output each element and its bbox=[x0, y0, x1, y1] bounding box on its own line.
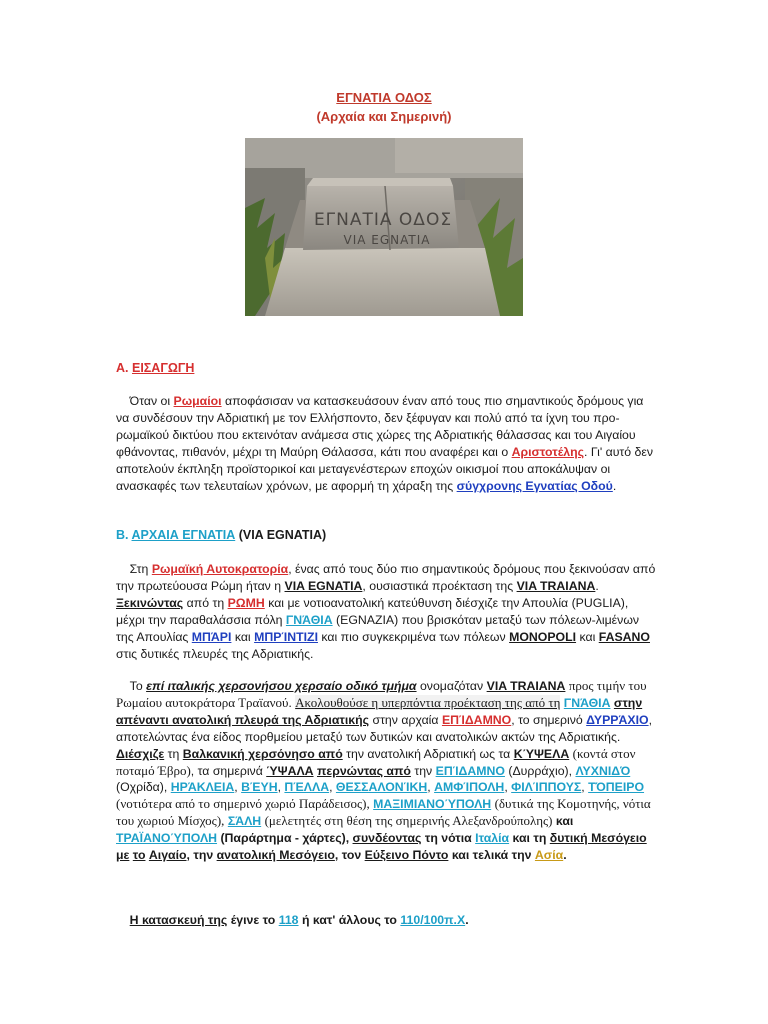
text: και bbox=[555, 814, 574, 829]
text: και με νοτιοανατολική κατεύθυνση διέσχιζε την Απουλία (PUGLIA), μέχρι την παραθαλάσσια πόλη bbox=[116, 595, 629, 627]
text: , τον bbox=[334, 848, 362, 863]
section-a-prefix: Α. bbox=[116, 361, 132, 375]
text: και bbox=[579, 629, 596, 644]
text: Όταν οι bbox=[129, 394, 171, 408]
document-title: ΕΓΝΑΤΙΑ ΟΔΟΣ bbox=[336, 90, 432, 105]
link-brindisi[interactable]: ΜΠΡΊΝΤΙΖΙ bbox=[254, 629, 318, 644]
section-b-suffix: (VIA EGNATIA) bbox=[235, 528, 327, 542]
document-subtitle: (Αρχαία και Σημερινή) bbox=[316, 109, 452, 124]
balkan-term: Βαλκανική χερσόνησο από bbox=[182, 746, 343, 761]
text: στην αρχαία bbox=[372, 712, 439, 727]
link-filippoi[interactable]: ΦΙΛΊΠΠΟΥΣ bbox=[511, 780, 582, 795]
text: (Παράρτημα - χάρτες), bbox=[220, 831, 350, 846]
section-b-paragraph-3 bbox=[116, 912, 656, 929]
text: Το bbox=[129, 679, 143, 693]
text: (νοτιότερα από το σημερινό χωριό Παράδεισος), bbox=[116, 796, 370, 812]
link-roma[interactable]: ΡΩΜΗ bbox=[227, 595, 265, 610]
text: αποφάσισαν να κατασκευάσουν έναν από τους πιο σημαντικούς δρόμους για να συνδέσουν την Αδριατική με τον Ελλήσποντο, δεν ξέφυγαν και πολύ από τα ίχνη του προ-ρωμαϊκού δικτύου που εκτεινόταν ανάμεσα στις χώρες της Αδριατικής θάλασσας και του Αιγαίου φθάνοντας, πιθανόν, μέχρι τη Μαύρη Θάλασσα, κάτι που αναφέρει και ο bbox=[116, 394, 644, 459]
stone-marker-photo bbox=[245, 138, 523, 316]
text: , το σημερινό bbox=[511, 712, 583, 727]
section-a-heading bbox=[116, 360, 656, 377]
black-sea-term: Εύξεινο Πόντο bbox=[364, 848, 449, 863]
link-amfipoli[interactable]: ΑΜΦΊΠΟΛΗ bbox=[434, 780, 505, 795]
text: (EGNAZIA) που βρισκόταν μεταξύ των πόλεων-λιμένων της Απουλίας bbox=[116, 612, 640, 644]
link-italia[interactable]: Ιταλία bbox=[475, 831, 510, 846]
text: τη bbox=[167, 746, 180, 761]
link-gnathia-2[interactable]: ΓΝΆΘΙΑ bbox=[563, 695, 611, 710]
text: και τη bbox=[512, 831, 547, 846]
link-thessaloniki[interactable]: ΘΕΣΣΑΛΟΝΊΚΗ bbox=[335, 780, 428, 795]
text: . bbox=[612, 478, 617, 493]
text: . Γι' αυτό δεν αποτελούν έκπληξη προϊστορικοί και μεταγενέστερων εποχών οικισμοί που αποκάλυψαν οι ανασκαφές των τελευταίων χρόνων, με αφορμή τη χάραξη της bbox=[116, 444, 654, 493]
text: και τελικά την bbox=[451, 848, 532, 863]
text: . bbox=[563, 848, 567, 863]
section-b-heading bbox=[116, 527, 656, 544]
via-traiana-term-2: VIA TRAIANA bbox=[486, 679, 566, 693]
construction-term: Η κατασκευή της bbox=[129, 913, 228, 927]
passing-term: περνώντας από bbox=[316, 763, 411, 778]
link-maximianoupoli[interactable]: ΜΑΞΙΜΙΑΝΟΎΠΟΛΗ bbox=[373, 797, 492, 812]
section-b-paragraph-1 bbox=[116, 561, 656, 662]
text: . bbox=[595, 578, 599, 593]
text: την bbox=[414, 763, 433, 778]
text: και bbox=[234, 629, 251, 644]
link-sali[interactable]: ΣΆΛΗ bbox=[227, 814, 262, 829]
link-romaioi[interactable]: Ρωμαίοι bbox=[173, 394, 222, 408]
text: , τα σημερινά bbox=[190, 763, 263, 778]
link-lychnido[interactable]: ΛΥΧΝΙΔΌ bbox=[575, 763, 631, 778]
link-irakleia[interactable]: ΗΡΆΚΛΕΙΑ bbox=[170, 780, 235, 795]
link-topeiro[interactable]: ΤΌΠΕΙΡΟ bbox=[588, 780, 645, 795]
text: με bbox=[116, 848, 130, 863]
text: την ανατολική Αδριατική ως τα bbox=[346, 746, 511, 761]
link-roman-empire[interactable]: Ρωμαϊκή Αυτοκρατορία bbox=[151, 562, 289, 576]
via-traiana-term: VIA TRAIANA bbox=[516, 578, 596, 593]
section-a-paragraph bbox=[116, 393, 656, 494]
text: Ακολουθούσε η υπερπόντια προέκταση της από τη bbox=[295, 694, 561, 710]
link-pella[interactable]: ΠΈΛΛΑ bbox=[284, 780, 330, 795]
text: (δυτικά της Κομοτηνής, νότια του χωριού Μίσχος), bbox=[116, 796, 651, 829]
link-epidamno-2[interactable]: ΕΠΊΔΑΜΝΟ bbox=[435, 763, 505, 778]
aegean-term: Αιγαίο bbox=[148, 848, 187, 863]
text: (Δυρράχιο), bbox=[508, 763, 573, 778]
link-aristotelis[interactable]: Αριστοτέλης bbox=[511, 444, 585, 459]
section-b-prefix: Β. bbox=[116, 528, 132, 542]
connecting-term: συνδέοντας bbox=[352, 831, 422, 846]
text: ή κατ' άλλους το bbox=[301, 913, 397, 927]
text: έγινε το bbox=[230, 913, 276, 927]
text: (μελετητές στη θέση της σημερινής Αλεξανδρούπολης) bbox=[264, 813, 553, 829]
link-modern-egnatia[interactable]: σύγχρονης Εγνατίας Οδού bbox=[456, 478, 613, 493]
link-gnathia[interactable]: ΓΝΆΘΙΑ bbox=[285, 612, 333, 627]
fasano-term: FASANO bbox=[598, 629, 650, 644]
text: (κοντά στον ποταμό Έβρο) bbox=[116, 745, 636, 778]
text: Στη bbox=[129, 562, 149, 576]
stone-inscription-line2: VIA EGNATIA bbox=[343, 233, 431, 247]
text: προς τιμήν του Ρωμαίου αυτοκράτορα Τραϊανού. bbox=[116, 678, 647, 710]
italian-land-section: επί ιταλικής χερσονήσου χερσαίο οδικό τμήμα bbox=[146, 679, 417, 693]
east-med-term: ανατολική Μεσόγειο bbox=[216, 848, 335, 863]
link-traianoupoli[interactable]: ΤΡΑΪΑΝΟΎΠΟΛΗ bbox=[116, 831, 218, 846]
text: και πιο συγκεκριμένα των πόλεων bbox=[321, 629, 506, 644]
crossed-term: Διέσχιζε bbox=[116, 746, 165, 761]
west-med-term: δυτική Μεσόγειο bbox=[549, 831, 647, 846]
text: . bbox=[465, 913, 469, 927]
text: , ένας από τους δύο πιο σημαντικούς δρόμους που ξεκινούσαν από την πρωτεύουσα Ρώμη ήταν η bbox=[116, 562, 656, 593]
kypsela-term: ΚΎΨΕΛΑ bbox=[513, 746, 570, 761]
link-year-110-100[interactable]: 110/100π.Χ bbox=[400, 913, 466, 927]
link-asia[interactable]: Ασία bbox=[534, 848, 564, 863]
via-egnatia-term: VIA EGNATIA bbox=[284, 578, 363, 593]
stone-inscription-line1: ΕΓΝΑΤΙΑ ΟΔΟΣ bbox=[313, 210, 453, 230]
link-dyrrachio[interactable]: ΔΥΡΡΆΧΙΟ bbox=[586, 712, 649, 727]
text: (Οχρίδα), bbox=[116, 780, 168, 795]
link-bari[interactable]: ΜΠΆΡΙ bbox=[191, 629, 232, 644]
text: ονομαζόταν bbox=[419, 679, 484, 693]
starting-term: Ξεκινώντας bbox=[116, 595, 184, 610]
text: στις δυτικές πλευρές της Αδριατικής. bbox=[116, 646, 314, 661]
text: στην απέναντι ανατολική πλευρά της Αδριατικής bbox=[116, 695, 643, 727]
text: το bbox=[132, 848, 146, 863]
ypsala-term: ΎΨΑΛΑ bbox=[266, 763, 314, 778]
link-veyi[interactable]: ΒΈΥΗ bbox=[241, 780, 278, 795]
section-a-title: ΕΙΣΑΓΩΓΗ bbox=[131, 361, 195, 375]
text: από τη bbox=[186, 595, 225, 610]
section-b-paragraph-2: Το επί ιταλικής χερσονήσου χερσαίο οδικό τμήμα ονομαζόταν VIA TRAIANA προς τιμήν του Ρωμαίου αυτοκράτορα Τραϊανού. Ακολουθούσε η υπερπόντια προέκταση της από τη ΓΝΆΘΙΑ στην απέναντι ανατολική πλευρά της Αδριατικής στην αρχαία ΕΠΊΔΑΜΝΟ, το σημερινό ΔΥΡΡΆΧΙΟ, αποτελώντας ένα είδος πορθμείου μεταξύ των δυτικών και ανατολικών ακτών της Αδριατικής. Διέσχιζε τη Βαλκανική χερσόνησο από την ανατολική Αδριατική ως τα ΚΎΨΕΛΑ (κοντά στον ποταμό Έβρο), τα σημερινά ΎΨΑΛΑ περνώντας από την ΕΠΊΔΑΜΝΟ (Δυρράχιο), ΛΥΧΝΙΔΌ (Οχρίδα), ΗΡΆΚΛΕΙΑ, ΒΈΥΗ, ΠΈΛΛΑ, ΘΕΣΣΑΛΟΝΊΚΗ, ΑΜΦΊΠΟΛΗ, ΦΙΛΊΠΠΟΥΣ, ΤΌΠΕΙΡΟ (νοτιότερα από το σημερινό χωριό Παράδεισος), ΜΑΞΙΜΙΑΝΟΎΠΟΛΗ (δυτικά της Κομοτηνής, νότια του χωριού Μίσχος), ΣΆΛΗ (μελετητές στη θέση της σημερινής Αλεξανδρούπολης) και ΤΡΑΪΑΝΟΎΠΟΛΗ (Παράρτημα - χάρτες), συνδέοντας τη νότια Ιταλία και τη δυτική Μεσόγειο με το Αιγαίο, την ανατολική Μεσόγειο, τον Εύξεινο Πόντο και τελικά την Ασία. bbox=[116, 678, 652, 863]
monopoli-term: MONOPOLI bbox=[509, 629, 577, 644]
section-b-title: ΑΡΧΑΙΑ ΕΓΝΑΤΙΑ bbox=[131, 528, 236, 542]
link-year-118[interactable]: 118 bbox=[278, 913, 299, 927]
text: , αποτελώντας ένα είδος πορθμείου μεταξύ των δυτικών και ανατολικών ακτών της Αδριατικής. bbox=[116, 712, 652, 744]
text: , ουσιαστικά προέκταση της bbox=[362, 578, 514, 593]
link-epidamno[interactable]: ΕΠΊΔΑΜΝΟ bbox=[441, 712, 512, 727]
text: , την bbox=[186, 848, 214, 863]
text: τη νότια bbox=[424, 831, 472, 846]
